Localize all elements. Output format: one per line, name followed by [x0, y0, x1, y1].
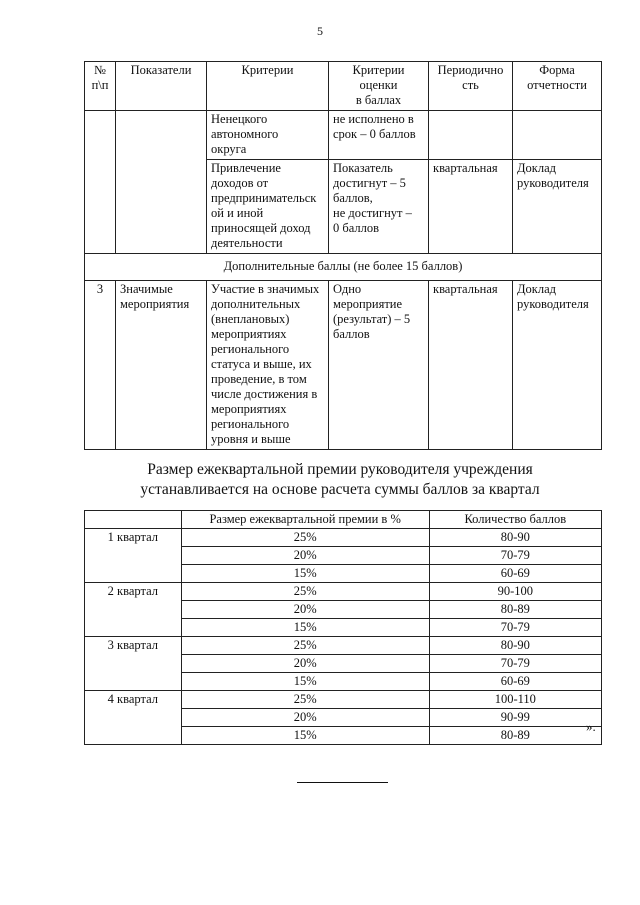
points-range: 90-100 [429, 583, 601, 601]
points-range: 80-89 [429, 727, 601, 745]
section-title: Дополнительные баллы (не более 15 баллов) [85, 254, 602, 281]
cell-criteria: Привлечение доходов от предпринимательск ой и иной приносящей доход деятельности [207, 160, 329, 254]
separator-line [297, 782, 388, 783]
bonus-row [85, 691, 602, 709]
points-range: 100-110 [429, 691, 601, 709]
closing-quote: ». [586, 719, 596, 734]
header-num: № п\п [85, 62, 116, 111]
bonus-percent: 20% [181, 655, 429, 673]
points-range: 70-79 [429, 619, 601, 637]
points-range: 70-79 [429, 547, 601, 565]
bonus-percent: 15% [181, 565, 429, 583]
points-range: 90-99 [429, 709, 601, 727]
cell-criteria: Ненецкого автономного округа [207, 111, 329, 160]
quarter-label: 1 квартал [85, 529, 182, 583]
header-bonus-percent: Размер ежеквартальной премии в % [181, 511, 429, 529]
cell-form: Доклад руководителя [513, 281, 602, 450]
cell-indicator [116, 111, 207, 254]
bonus-table [84, 510, 602, 745]
header-score: Критерии оценки в баллах [329, 62, 429, 111]
page-number: 5 [317, 24, 323, 38]
bonus-percent: 15% [181, 673, 429, 691]
cell-period [429, 111, 513, 160]
bonus-row [85, 637, 602, 655]
section-row [85, 254, 602, 281]
quarter-label: 4 квартал [85, 691, 182, 745]
bonus-percent: 20% [181, 601, 429, 619]
bonus-percent: 25% [181, 529, 429, 547]
bonus-percent: 15% [181, 727, 429, 745]
bonus-percent: 20% [181, 709, 429, 727]
header-form: Форма отчетности [513, 62, 602, 111]
cell-score: Показатель достигнут – 5 баллов, не достигнут – 0 баллов [329, 160, 429, 254]
bonus-percent: 25% [181, 583, 429, 601]
bonus-caption [0, 460, 640, 500]
cell-num: 3 [85, 281, 116, 450]
quarter-label: 3 квартал [85, 637, 182, 691]
caption-line-1: Размер ежеквартальной премии руководителя учреждения [147, 461, 533, 478]
points-range: 60-69 [429, 565, 601, 583]
bonus-row [85, 529, 602, 547]
points-range: 80-90 [429, 529, 601, 547]
table-row [85, 281, 602, 450]
bonus-percent: 25% [181, 637, 429, 655]
cell-form: Доклад руководителя [513, 160, 602, 254]
quarter-label: 2 квартал [85, 583, 182, 637]
header-criteria: Критерии [207, 62, 329, 111]
bonus-percent: 15% [181, 619, 429, 637]
cell-period: квартальная [429, 160, 513, 254]
cell-period: квартальная [429, 281, 513, 450]
cell-score: Одно мероприятие (результат) – 5 баллов [329, 281, 429, 450]
bonus-row [85, 583, 602, 601]
points-range: 80-90 [429, 637, 601, 655]
bonus-percent: 25% [181, 691, 429, 709]
cell-criteria: Участие в значимых дополнительных (внеплановых) мероприятиях регионального статуса и выше, их проведение, в том числе достижения в мероприятиях регионального уровня и выше [207, 281, 329, 450]
cell-indicator: Значимые мероприятия [116, 281, 207, 450]
cell-score: не исполнено в срок – 0 баллов [329, 111, 429, 160]
cell-num [85, 111, 116, 254]
cell-form [513, 111, 602, 160]
header-points: Количество баллов [429, 511, 601, 529]
header-indicator: Показатели [116, 62, 207, 111]
criteria-table [84, 61, 602, 450]
criteria-table-header [85, 62, 602, 111]
bonus-table-header [85, 511, 602, 529]
points-range: 60-69 [429, 673, 601, 691]
points-range: 70-79 [429, 655, 601, 673]
points-range: 80-89 [429, 601, 601, 619]
table-row [85, 111, 602, 160]
bonus-percent: 20% [181, 547, 429, 565]
caption-line-2: устанавливается на основе расчета суммы баллов за квартал [140, 481, 540, 498]
header-quarter [85, 511, 182, 529]
header-period: Периодично сть [429, 62, 513, 111]
